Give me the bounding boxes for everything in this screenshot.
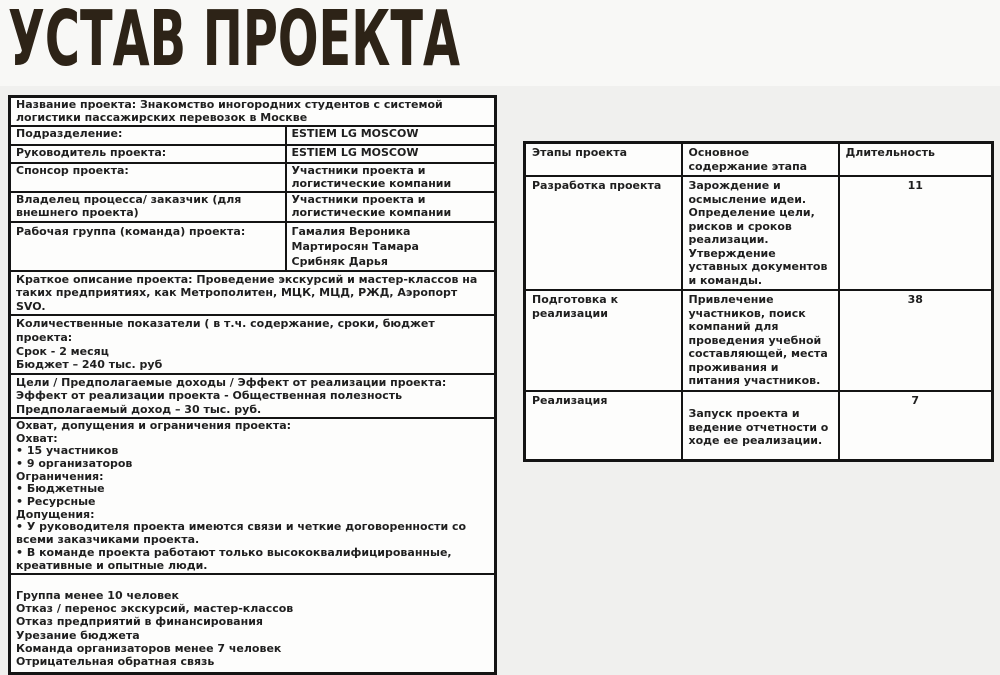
charter-table (8, 95, 497, 675)
sponsor-value: Участники проекта и логистические компании (286, 163, 496, 192)
project-charter-table (8, 95, 495, 668)
stage-duration: 38 (839, 290, 993, 391)
stage-content-text: Запуск проекта и ведение отчетности о ходе ее реализации. (688, 407, 829, 447)
scope-assumptions-cell: Охват, допущения и ограничения проекта: Охват: • 15 участников • 9 организаторов Ограничения: • Бюджетные • Ресурсные Допущения: • У руководителя проекта имеются связи и четкие договоренности со всеми заказчиками проекта. • В команде проекта работают только высококвалифицированные, креативные и опытные люди. (10, 418, 496, 574)
stage-content: Привлечение участников, поиск компаний для проведения учебной составляющей, места проживания и питания участников. (682, 290, 839, 391)
project-manager-label: Руководитель проекта: (10, 145, 286, 163)
project-manager-value: ESTIEM LG MOSCOW (286, 145, 496, 163)
project-name-cell: Название проекта: Знакомство иногородних студентов с системой логистики пассажирских перевозок в Москве (10, 97, 496, 127)
table-row (10, 315, 496, 374)
stages-table (523, 141, 994, 462)
stage-duration: 7 (839, 391, 993, 461)
title-band (0, 0, 1000, 86)
stage-content: Зарождение и осмысление идеи. Определение цели, рисков и сроков реализации. Утверждение уставных документов и команды. (682, 176, 839, 290)
table-row (10, 271, 496, 316)
process-owner-value: Участники проекта и логистические компании (286, 192, 496, 221)
duration-header: Длительность (839, 143, 993, 177)
risks-text: Группа менее 10 человек Отказ / перенос экскурсий, мастер-классов Отказ предприятий в финансирования Урезание бюджета Команда организаторов менее 7 человек Отрицательная обратная связь (16, 588, 294, 668)
stage-name: Реализация (525, 391, 682, 461)
table-row (10, 374, 496, 418)
goals-cell: Цели / Предполагаемые доходы / Эффект от реализации проекта: Эффект от реализации проекта - Общественная полезность Предполагаемый доход – 30 тыс. руб. (10, 374, 496, 418)
short-description-cell: Краткое описание проекта: Проведение экскурсий и мастер-классов на таких предприятиях, как Метрополитен, МЦК, МЦД, РЖД, Аэропорт SVO. (10, 271, 496, 316)
stage-name: Подготовка к реализации (525, 290, 682, 391)
page-title: УСТАВ ПРОЕКТА (8, 0, 461, 84)
department-value: ESTIEM LG MOSCOW (286, 126, 496, 145)
content-header: Основное содержание этапа (682, 143, 839, 177)
table-row (10, 222, 496, 271)
table-row (525, 391, 993, 461)
process-owner-label: Владелец процесса/ заказчик (для внешнего проекта) (10, 192, 286, 221)
table-row (525, 176, 993, 290)
table-row (10, 97, 496, 127)
quantitative-indicators-cell: Количественные показатели ( в т.ч. содержание, сроки, бюджет проекта: Срок - 2 месяц Бюджет – 240 тыс. руб (10, 315, 496, 374)
page-title-graphic (8, 0, 483, 84)
department-label: Подразделение: (10, 126, 286, 145)
stages-header: Этапы проекта (525, 143, 682, 177)
stage-name: Разработка проекта (525, 176, 682, 290)
project-stages-table (523, 141, 993, 447)
team-members: Гамалия Вероника Мартиросян Тамара Срибняк Дарья (286, 222, 496, 271)
table-row (10, 192, 496, 221)
stage-duration: 11 (839, 176, 993, 290)
table-row (10, 418, 496, 574)
table-row (10, 163, 496, 192)
risks-cell (10, 574, 496, 674)
table-row (525, 290, 993, 391)
team-label: Рабочая группа (команда) проекта: (10, 222, 286, 271)
stage-content (682, 391, 839, 461)
table-header-row (525, 143, 993, 177)
table-row (10, 126, 496, 145)
table-row (10, 145, 496, 163)
sponsor-label: Спонсор проекта: (10, 163, 286, 192)
table-row (10, 574, 496, 674)
